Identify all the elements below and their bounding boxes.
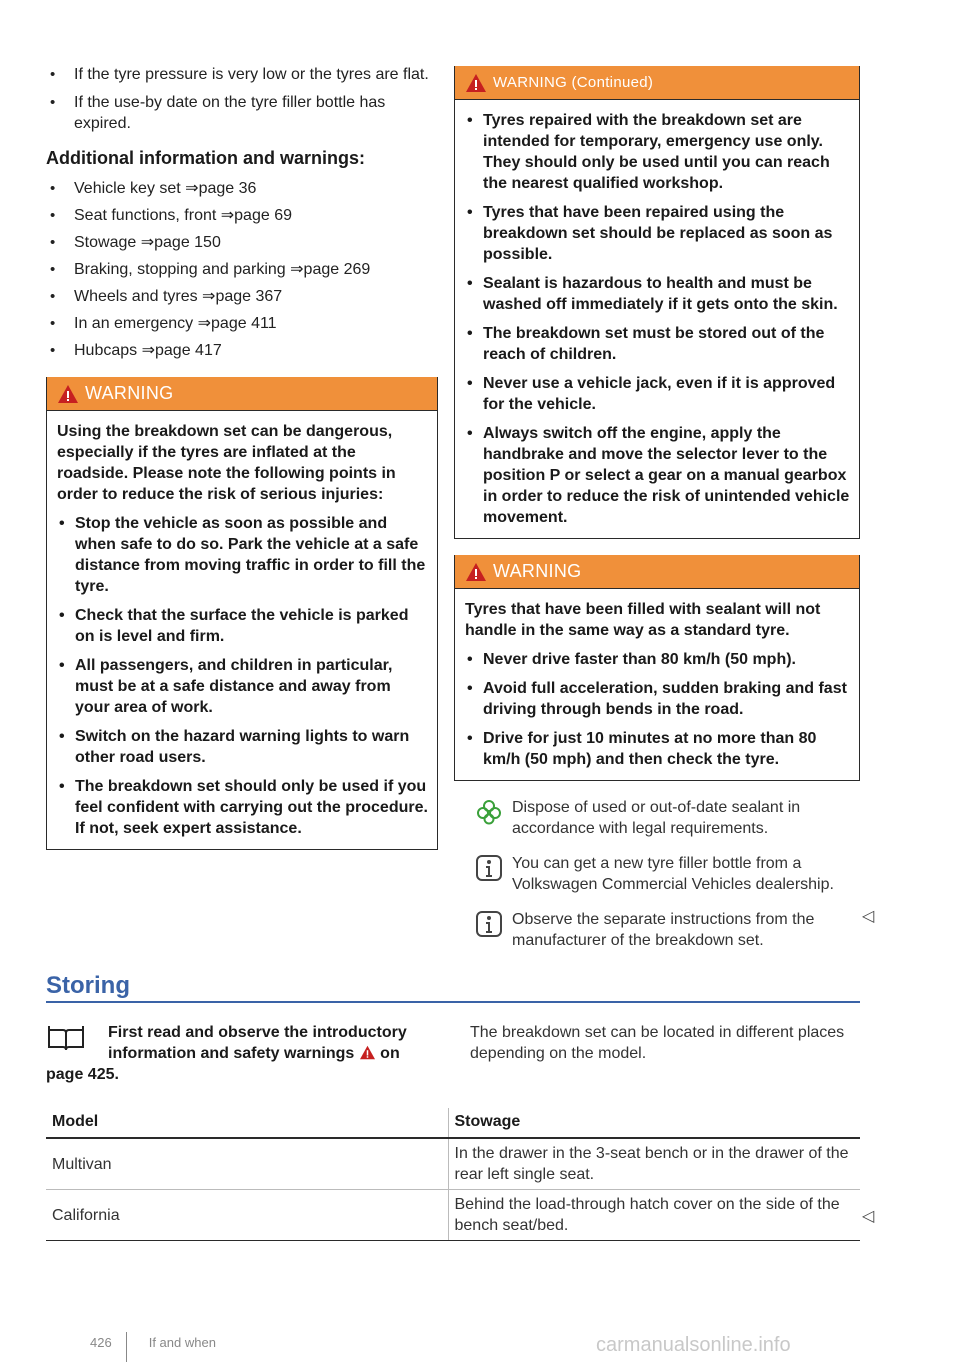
page-number: 426 [90,1334,112,1350]
footer-divider [126,1332,127,1362]
page-footer [90,1320,216,1362]
warning-triangle-icon [359,1045,376,1060]
end-mark: ◁ [862,1208,875,1225]
additional-heading: Additional information and warnings: [46,148,365,168]
ref-braking[interactable]: • Braking, stopping and parking ⇒page 269 [46,260,438,280]
cell-stowage: Behind the load-through hatch cover on the side of the bench seat/bed. [448,1190,860,1241]
warning-title-continued: WARNING (Continued) [493,74,654,91]
info-note-2-text: Observe the separate instructions from the manufacturer of the breakdown set. [512,911,815,949]
right-column [454,66,860,951]
intro-on: on [380,1045,400,1062]
info-icon [476,911,502,937]
warning-body-2 [455,589,859,780]
intro-line-2-text: information and safety warnings [108,1045,355,1062]
warning-box-continued [454,66,860,539]
warning-header-continued [455,66,859,100]
bullet-tyre-pressure: • If the tyre pressure is very low or the tyres are flat. [46,64,438,85]
warning-item: • Stop the vehicle as soon as possible and when safe to do so. Park the vehicle at a safe distance from moving traffic in order to fill the tyre. [57,513,429,597]
bullet-use-by-date: • If the use-by date on the tyre filler bottle has expired. [46,92,438,134]
left-column [46,64,438,850]
intro-line-1: First read and observe the introductory [108,1024,407,1041]
ref-hubcaps[interactable]: • Hubcaps ⇒page 417 [46,341,438,361]
warning-triangle-icon [465,562,487,582]
footer-section: If and when [148,1334,216,1350]
cell-model: Multivan [46,1138,448,1190]
warning-item: • Tyres that have been repaired using the breakdown set should be replaced as soon as possible. [465,202,851,265]
environment-note [454,797,860,839]
warning-item: • Drive for just 10 minutes at no more than 80 km/h (50 mph) and then check the tyre. [465,728,851,770]
warning-lead-2: Tyres that have been filled with sealant will not handle in the same way as a standard tyre. [465,601,821,639]
section-divider [46,1001,860,1003]
ref-stowage[interactable]: • Stowage ⇒page 150 [46,233,438,253]
intro-line-2 [46,1043,438,1064]
warning-item: • The breakdown set must be stored out of the reach of children. [465,323,851,365]
warning-title-1: WARNING [85,383,174,403]
ref-vehicle-key-set[interactable]: • Vehicle key set ⇒page 36 [46,179,438,199]
warning-lead-1: Using the breakdown set can be dangerous, especially if the tyres are inflated at the roadside. Please note the following points in order to reduce the risk of serious injuries: [57,423,396,503]
warning-header-1 [47,377,437,411]
col-header-model: Model [46,1108,448,1138]
warning-header-2 [455,555,859,589]
warning-item: • The breakdown set should only be used if you feel confident with carrying out the procedure. If not, seek expert assistance. [57,776,429,839]
info-note-1 [454,853,860,895]
storage-table [46,1108,860,1241]
environment-flower-icon [476,799,502,825]
table-header-row [46,1108,860,1138]
warning-item: • Never drive faster than 80 km/h (50 mph). [465,649,851,670]
intro-page-link[interactable]: page 425. [46,1066,119,1083]
warning-box-2 [454,555,860,781]
ref-seat-functions[interactable]: • Seat functions, front ⇒page 69 [46,206,438,226]
warning-item: • Avoid full acceleration, sudden braking and fast driving through bends in the road. [465,678,851,720]
ref-emergency[interactable]: • In an emergency ⇒page 411 [46,314,438,334]
warning-triangle-icon [465,73,487,93]
table-row [46,1190,860,1241]
col-header-stowage: Stowage [448,1108,860,1138]
warning-item: • Never use a vehicle jack, even if it is approved for the vehicle. [465,373,851,415]
storing-description: The breakdown set can be located in different places depending on the model. [470,1024,845,1062]
cell-model: California [46,1190,448,1241]
warning-item: • Sealant is hazardous to health and must be washed off immediately if it gets onto the skin. [465,273,851,315]
ref-wheels-tyres[interactable]: • Wheels and tyres ⇒page 367 [46,287,438,307]
section-title-storing: Storing [46,972,130,999]
warning-body-1 [47,411,437,849]
info-icon [476,855,502,881]
open-book-icon [46,1024,86,1052]
end-mark: ◁ [862,908,875,925]
cell-stowage: In the drawer in the 3-seat bench or in the drawer of the rear left single seat. [448,1138,860,1190]
warning-title-2: WARNING [493,561,582,581]
storing-intro [46,1022,438,1085]
warning-item: • Check that the surface the vehicle is parked on is level and firm. [57,605,429,647]
environment-note-text: Dispose of used or out-of-date sealant in accordance with legal requirements. [512,799,801,837]
warning-triangle-icon [57,384,79,404]
warning-body-continued [455,100,859,538]
watermark: carmanualsonline.info [596,1334,791,1356]
warning-item: • Always switch off the engine, apply the handbrake and move the selector lever to the position P or select a gear on a manual gearbox in order to reduce the risk of unintended vehicle movement. [465,423,851,528]
info-note-1-text: You can get a new tyre filler bottle from a Volkswagen Commercial Vehicles dealership. [512,855,834,893]
table-row [46,1138,860,1190]
warning-item: • All passengers, and children in particular, must be at a safe distance and away from your area of work. [57,655,429,718]
warning-item: • Tyres repaired with the breakdown set are intended for temporary, emergency use only. They should only be used until you can reach the nearest qualified workshop. [465,110,851,194]
info-note-2 [454,909,860,951]
warning-item: • Switch on the hazard warning lights to warn other road users. [57,726,429,768]
warning-box-1 [46,377,438,850]
